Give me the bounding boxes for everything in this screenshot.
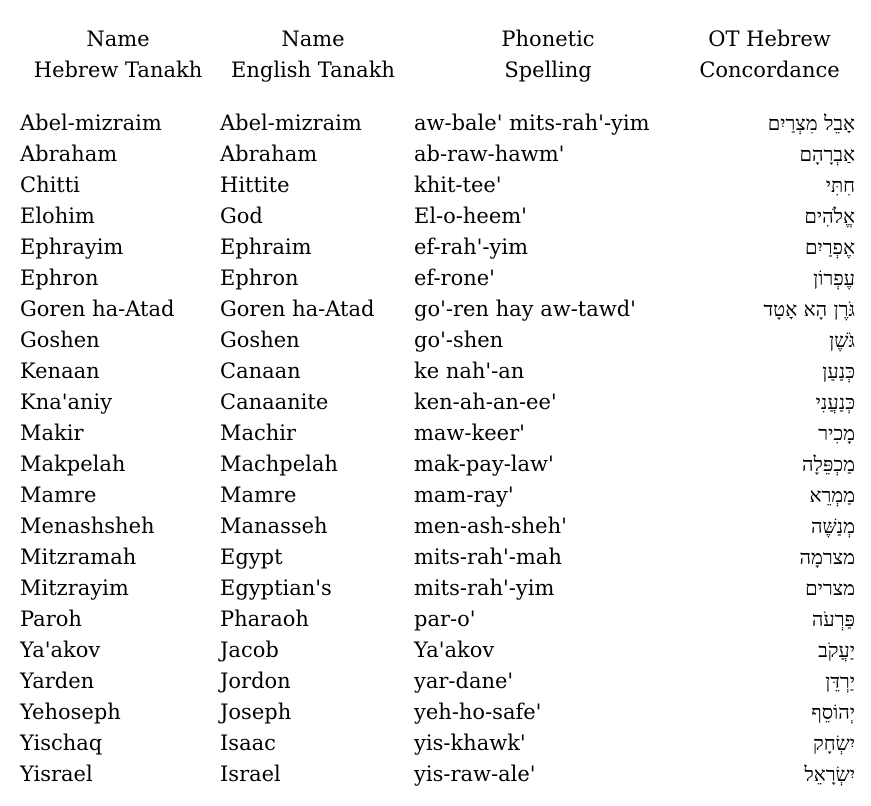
table-row [0,170,871,201]
table-row [0,604,871,635]
table-row [0,697,871,728]
hebrew-concordance-cell: אֶפְרַיִם [804,235,855,259]
english-tanakh-name-cell: Ephron [220,266,299,290]
table-body [0,108,871,790]
phonetic-spelling-cell: ab-raw-hawm' [414,142,565,166]
english-tanakh-name-cell: Canaan [220,359,301,383]
hebrew-tanakh-name-cell: Kna'aniy [20,390,113,414]
english-tanakh-name-cell: Mamre [220,483,297,507]
hebrew-tanakh-name-cell: Makpelah [20,452,126,476]
phonetic-spelling-cell: par-o' [414,607,476,631]
phonetic-spelling-cell: maw-keer' [414,421,525,445]
header-line: OT Hebrew [708,27,831,51]
phonetic-spelling-cell: yeh-ho-safe' [414,700,542,724]
hebrew-concordance-cell: יְהוֹסֵף [811,700,855,724]
table-row [0,573,871,604]
phonetic-spelling-cell: ef-rah'-yim [414,235,528,259]
phonetic-spelling-cell: go'-ren hay aw-tawd' [414,297,636,321]
hebrew-concordance-cell: אֱלֹהִים [804,204,855,228]
hebrew-tanakh-name-cell: Goren ha-Atad [20,297,175,321]
phonetic-spelling-cell: go'-shen [414,328,504,352]
english-tanakh-name-cell: Hittite [220,173,290,197]
english-tanakh-name-cell: Israel [220,762,281,786]
english-tanakh-name-cell: Egypt [220,545,283,569]
english-tanakh-name-cell: Ephraim [220,235,312,259]
header-line: Name [86,27,150,51]
hebrew-tanakh-name-cell: Menashsheh [20,514,155,538]
english-tanakh-name-cell: Isaac [220,731,276,755]
hebrew-concordance-cell: מָכִיר [818,421,855,445]
hebrew-tanakh-name-cell: Ephron [20,266,99,290]
english-tanakh-name-cell: Abraham [220,142,318,166]
table-row [0,201,871,232]
hebrew-concordance-cell: אַבְרָהָם [799,142,855,166]
table-row [0,418,871,449]
english-tanakh-name-cell: Pharaoh [220,607,309,631]
table-row [0,387,871,418]
hebrew-concordance-cell: מַמְרֵא [809,483,855,507]
hebrew-concordance-cell: כְּנַעֲנִי [815,390,855,414]
hebrew-concordance-cell: פַּרְעֹה [811,607,855,631]
header-english-tanakh-name [220,24,406,86]
hebrew-tanakh-name-cell: Yisrael [20,762,93,786]
hebrew-tanakh-name-cell: Mitzrayim [20,576,129,600]
hebrew-concordance-cell: מצרים [805,576,855,600]
hebrew-concordance-cell: יִשְׂרָאֵל [804,762,855,786]
header-ot-hebrew-concordance [682,24,857,86]
phonetic-spelling-cell: El-o-heem' [414,204,527,228]
english-tanakh-name-cell: Canaanite [220,390,329,414]
table-row [0,666,871,697]
table-row [0,759,871,790]
hebrew-concordance-cell: יַעֲקֹב [818,638,855,662]
hebrew-tanakh-name-cell: Mitzramah [20,545,137,569]
phonetic-spelling-cell: ke nah'-an [414,359,525,383]
table-row [0,108,871,139]
english-tanakh-name-cell: God [220,204,263,228]
phonetic-spelling-cell: mits-rah'-mah [414,545,562,569]
table-row [0,232,871,263]
english-tanakh-name-cell: Jordon [220,669,291,693]
english-tanakh-name-cell: Abel-mizraim [220,111,362,135]
table-row [0,511,871,542]
hebrew-concordance-cell: עֶפְרוֹן [813,266,855,290]
phonetic-spelling-cell: men-ash-sheh' [414,514,567,538]
hebrew-tanakh-name-cell: Abel-mizraim [20,111,162,135]
phonetic-spelling-cell: aw-bale' mits-rah'-yim [414,111,650,135]
phonetic-spelling-cell: ef-rone' [414,266,495,290]
table-row [0,542,871,573]
english-tanakh-name-cell: Machpelah [220,452,338,476]
header-phonetic-spelling [448,24,648,86]
header-line: English Tanakh [231,58,395,82]
phonetic-spelling-cell: yar-dane' [414,669,514,693]
header-line: Phonetic [501,27,595,51]
english-tanakh-name-cell: Manasseh [220,514,328,538]
english-tanakh-name-cell: Egyptian's [220,576,332,600]
hebrew-concordance-cell: חִתִּי [825,173,855,197]
hebrew-tanakh-name-cell: Makir [20,421,84,445]
header-line: Concordance [699,58,840,82]
table-row [0,139,871,170]
hebrew-concordance-cell: מְנַשֶּׁה [810,514,855,538]
hebrew-tanakh-name-cell: Yarden [20,669,95,693]
hebrew-concordance-cell: מצרמָה [799,545,855,569]
phonetic-spelling-cell: mits-rah'-yim [414,576,555,600]
header-line: Spelling [504,58,592,82]
hebrew-tanakh-name-cell: Ephrayim [20,235,124,259]
hebrew-tanakh-name-cell: Chitti [20,173,80,197]
table-row [0,325,871,356]
hebrew-concordance-cell: גֹּשֶׁן [829,328,855,352]
phonetic-spelling-cell: Ya'akov [414,638,495,662]
hebrew-tanakh-name-cell: Ya'akov [20,638,101,662]
hebrew-tanakh-name-cell: Kenaan [20,359,100,383]
table-row [0,263,871,294]
hebrew-tanakh-name-cell: Yischaq [20,731,103,755]
hebrew-concordance-cell: יִשְׂחָק [813,731,855,755]
phonetic-spelling-cell: mak-pay-law' [414,452,554,476]
hebrew-tanakh-name-cell: Paroh [20,607,82,631]
english-tanakh-name-cell: Goren ha-Atad [220,297,375,321]
phonetic-spelling-cell: ken-ah-an-ee' [414,390,557,414]
hebrew-concordance-cell: מַכְפֵּלָה [802,452,855,476]
english-tanakh-name-cell: Joseph [220,700,292,724]
table-row [0,728,871,759]
header-line: Name [281,27,345,51]
english-tanakh-name-cell: Machir [220,421,297,445]
table-header [0,24,871,88]
hebrew-tanakh-name-cell: Goshen [20,328,100,352]
table-row [0,480,871,511]
hebrew-tanakh-name-cell: Abraham [20,142,118,166]
english-tanakh-name-cell: Jacob [220,638,279,662]
table-row [0,356,871,387]
header-line: Hebrew Tanakh [33,58,203,82]
phonetic-spelling-cell: yis-raw-ale' [414,762,536,786]
phonetic-spelling-cell: mam-ray' [414,483,514,507]
header-hebrew-tanakh-name [20,24,216,86]
hebrew-concordance-cell: גֹּרֶן הָא אָטָד [763,297,855,321]
phonetic-spelling-cell: yis-khawk' [414,731,526,755]
hebrew-tanakh-name-cell: Yehoseph [20,700,121,724]
hebrew-concordance-cell: אָבֵל מִצְרַיִם [767,111,855,135]
table-row [0,635,871,666]
english-tanakh-name-cell: Goshen [220,328,300,352]
hebrew-tanakh-name-cell: Mamre [20,483,97,507]
hebrew-concordance-cell: יַרְדֵּן [825,669,855,693]
table-row [0,449,871,480]
hebrew-concordance-cell: כְּנַעַן [822,359,855,383]
hebrew-tanakh-name-cell: Elohim [20,204,95,228]
phonetic-spelling-cell: khit-tee' [414,173,502,197]
table-row [0,294,871,325]
